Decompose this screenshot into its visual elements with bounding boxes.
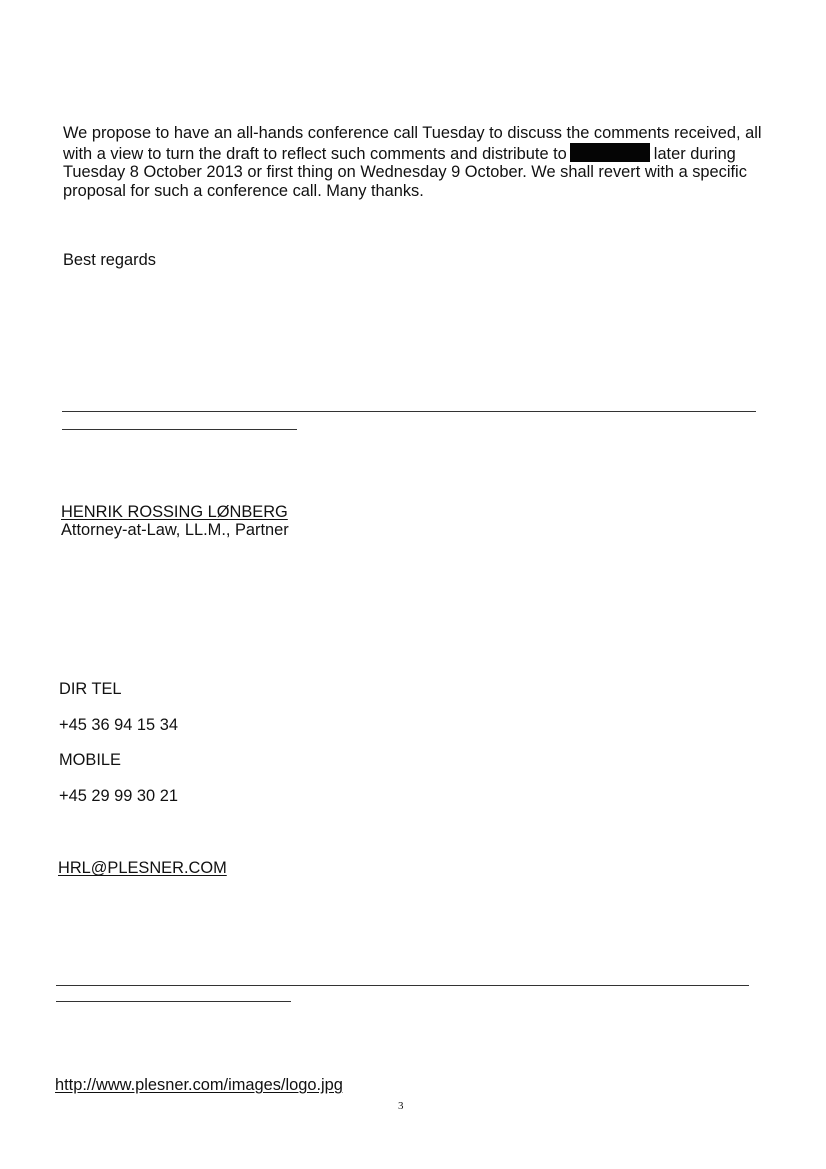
- mobile-number: +45 29 99 30 21: [59, 787, 178, 805]
- direct-phone-number: +45 36 94 15 34: [59, 716, 178, 734]
- logo-url-link[interactable]: http://www.plesner.com/images/logo.jpg: [55, 1076, 343, 1094]
- email-body-paragraph: [63, 124, 763, 200]
- signature-name: HENRIK ROSSING LØNBERG: [61, 503, 288, 521]
- separator-line-short-1: [62, 429, 297, 430]
- body-line-4: proposal for such a conference call. Many thanks.: [63, 181, 424, 200]
- direct-phone-label: DIR TEL: [59, 680, 122, 698]
- body-line-2-end: later during: [653, 144, 736, 163]
- body-line-3: Tuesday 8 October 2013 or first thing on Wednesday 9 October. We shall revert with a specific: [63, 163, 747, 181]
- body-line-1: We propose to have an all-hands conference call Tuesday to discuss the comments received, all: [63, 124, 762, 142]
- closing-salutation: Best regards: [63, 251, 156, 269]
- separator-line-long-1: [62, 411, 756, 412]
- mobile-label: MOBILE: [59, 751, 121, 769]
- page-number: 3: [398, 1100, 404, 1112]
- email-address-link[interactable]: HRL@PLESNER.COM: [58, 859, 227, 877]
- redaction-box: [570, 143, 650, 162]
- body-line-2: [63, 143, 763, 164]
- separator-line-short-2: [56, 1001, 291, 1002]
- body-line-2-start: with a view to turn the draft to reflect such comments and distribute to: [63, 144, 567, 163]
- separator-line-long-2: [56, 985, 749, 986]
- signature-title: Attorney-at-Law, LL.M., Partner: [61, 521, 289, 539]
